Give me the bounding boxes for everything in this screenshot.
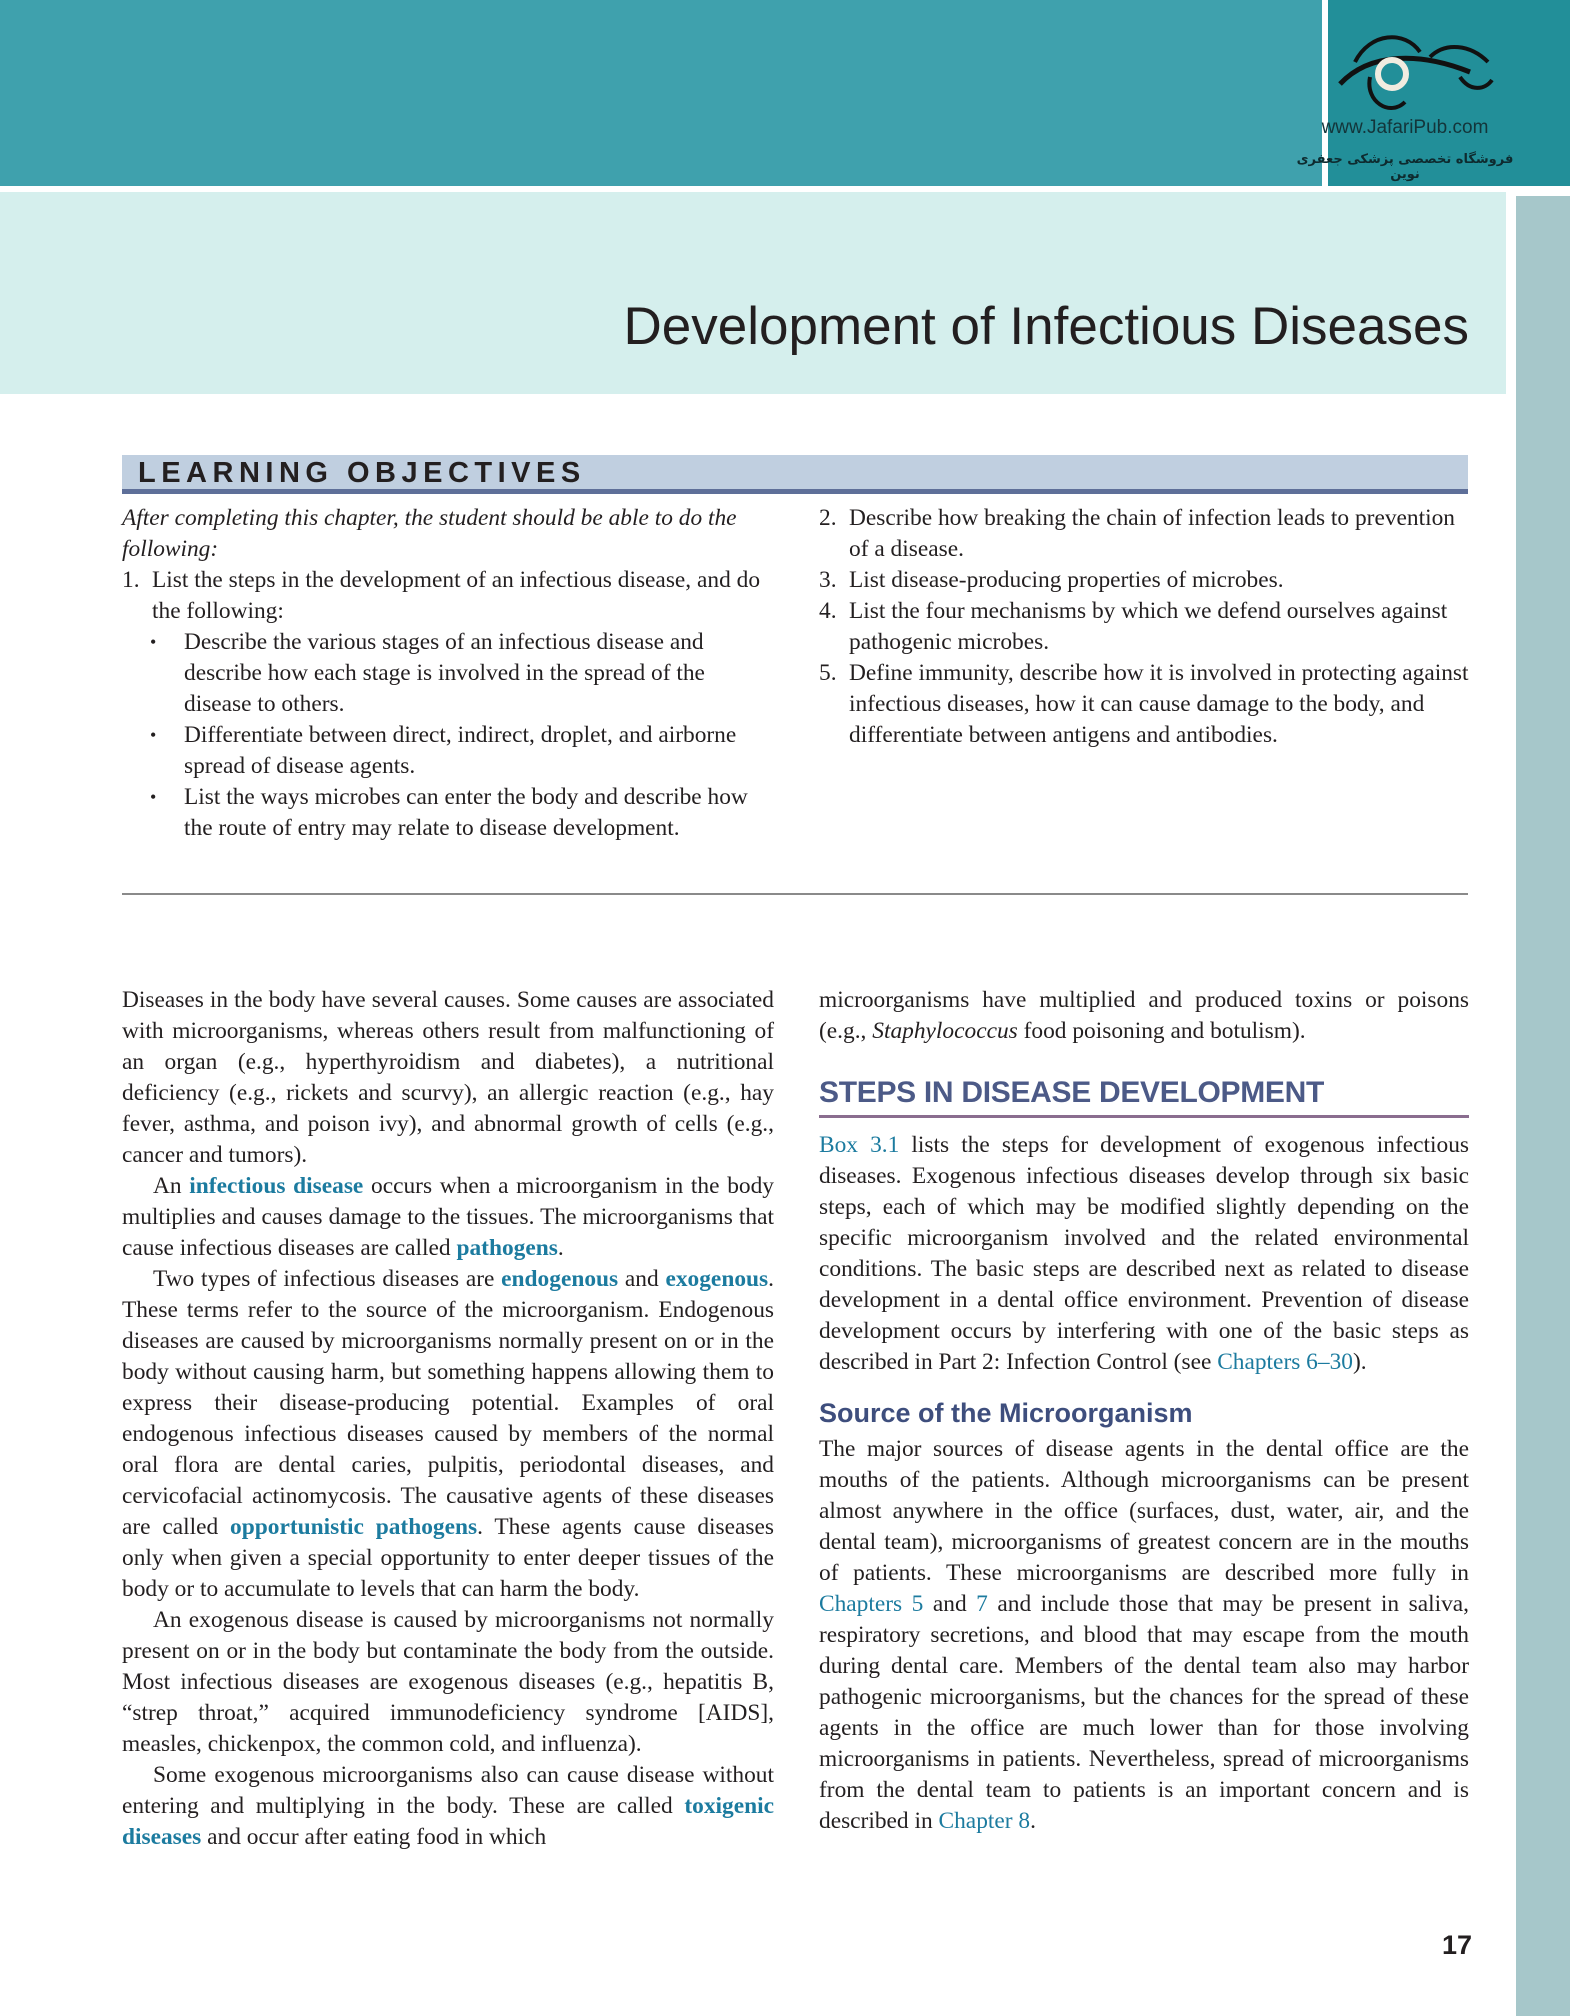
objective-subitem-text: Differentiate between direct, indirect, droplet, and airborne spread of disease agents. [184, 722, 737, 779]
text-run: occurs when a microorganism in the body multiplies and causes damage to the tissues. The microorganisms that cause infectious diseases are called [122, 1173, 774, 1261]
key-term-toxigenic-diseases: toxigenic diseases [122, 1793, 774, 1850]
learning-objectives-left-column [122, 503, 767, 844]
calligraphy-logo-icon [1310, 22, 1500, 122]
body-paragraph: Diseases in the body have several causes. Some causes are associated with microorganisms, whereas others result from malfunctioning of an organ (e.g., hyperthyroidism and diabetes), a nutritional deficiency (e.g., rickets and scurvy), an allergic reaction (e.g., hay fever, asthma, and poison ivy), and abnormal growth of cells (e.g., cancer and tumors). [122, 987, 774, 1168]
text-run: and include those that may be present in saliva, respiratory secretions, and blood that may escape from the mouth during dental care. Members of the dental team also may harbor pathogenic microorganisms, but the chances for the spread of these agents in the office are much lower than for those involving microorganisms in patients. Nevertheless, spread of microorganisms from the dental team to patients is an important concern and is described in [819, 1591, 1469, 1834]
objective-number: 3. [819, 567, 837, 593]
text-run: . These agents cause diseases only when given a special opportunity to enter deeper tissues of the body or to accumulate to levels that can harm the body. [122, 1514, 774, 1602]
title-band [0, 192, 1506, 394]
objective-subitem [122, 720, 767, 782]
text-run: Staphylococcus [872, 1018, 1018, 1044]
side-strip [1516, 196, 1570, 2016]
chapter-link[interactable]: Chapters 5 [819, 1591, 924, 1617]
section-divider [122, 893, 1468, 895]
objective-number: 4. [819, 598, 837, 624]
bullet-icon: • [150, 632, 157, 652]
objective-subitem-text: List the ways microbes can enter the body and describe how the route of entry may relate to disease development. [184, 784, 748, 841]
objective-number: 1. [122, 567, 140, 593]
body-paragraph: An exogenous disease is caused by microorganisms not normally present on or in the body but contaminate the body from the outside. Most infectious diseases are exogenous diseases (e.g., hepatitis B, “strep throat,” acquired immunodeficiency syndrome [AIDS], measles, chickenpox, the common cold, and influenza). [122, 1607, 774, 1757]
text-run: lists the steps for development of exogenous infectious diseases. Exogenous infectious diseases develop through six basic steps, each of which may be modified slightly depending on the specific microorganism involved and the related environmental conditions. The basic steps are described next as related to disease development in a dental office environment. Prevention of disease development occurs by interfering with one of the basic steps as described in Part 2: Infection Control (see [819, 1132, 1469, 1375]
learning-objectives-right-column [819, 503, 1469, 751]
objective-item [819, 596, 1469, 658]
body-paragraph [122, 1171, 774, 1264]
body-paragraph [819, 1434, 1469, 1837]
box-link[interactable]: Box 3.1 [819, 1132, 900, 1158]
text-run: . [1030, 1808, 1036, 1834]
text-run: Two types of infectious diseases are [153, 1266, 502, 1292]
publisher-url: www.JafariPub.com [1321, 117, 1489, 138]
objective-text: List the steps in the development of an infectious disease, and do the following: [152, 567, 761, 624]
key-term-pathogens: pathogens [456, 1235, 558, 1261]
learning-objectives-heading: LEARNING OBJECTIVES [138, 457, 586, 489]
text-run: An [153, 1173, 190, 1199]
text-run: and occur after eating food in which [201, 1824, 547, 1850]
chapter-title: Development of Infectious Diseases [623, 297, 1469, 356]
publisher-tagline: فروشگاه تخصصی پزشکی جعفری نوین [1296, 152, 1514, 182]
bullet-icon: • [150, 787, 157, 807]
text-run: and [923, 1591, 977, 1617]
objective-item [122, 565, 767, 627]
publisher-logo [1280, 22, 1530, 182]
objective-item [819, 565, 1469, 596]
chapter-link[interactable]: Chapter 8 [938, 1808, 1031, 1834]
text-run: . [557, 1235, 564, 1261]
key-term-exogenous: exogenous [665, 1266, 769, 1292]
objective-text: Define immunity, describe how it is involved in protecting against infectious diseases, how it can cause damage to the body, and differentiate between antigens and antibodies. [849, 660, 1469, 748]
page-number: 17 [1441, 1930, 1472, 1960]
text-run: Some exogenous microorganisms also can cause disease without entering and multiplying in the body. These are called [122, 1762, 774, 1819]
body-paragraph [819, 1130, 1469, 1378]
objective-subitem [122, 782, 767, 844]
section-heading: STEPS IN DISEASE DEVELOPMENT [819, 1073, 1469, 1118]
objective-item [819, 658, 1469, 751]
body-left-column [122, 985, 774, 1853]
subsection-heading: Source of the Microorganism [819, 1398, 1193, 1428]
key-term-infectious-disease: infectious disease [189, 1173, 364, 1199]
objective-subitem-text: Describe the various stages of an infectious disease and describe how each stage is involved in the spread of the disease to others. [184, 629, 705, 717]
body-right-column [819, 985, 1469, 1837]
text-run: The major sources of disease agents in the dental office are the mouths of the patients. Although microorganisms can be present almost anywhere in the office (surfaces, dust, water, air, and the dental team), microorganisms of greatest concern are in the mouths of patients. These microorganisms are described more fully in [819, 1436, 1469, 1586]
text-run: microorganisms have multiplied and produced toxins or poisons (e.g., [819, 987, 1469, 1044]
objective-number: 5. [819, 660, 837, 686]
objective-text: List the four mechanisms by which we defend ourselves against pathogenic microbes. [849, 598, 1448, 655]
key-term-endogenous: endogenous [501, 1266, 619, 1292]
text-run: and [618, 1266, 666, 1292]
objective-subitem [122, 627, 767, 720]
chapter-link[interactable]: 7 [976, 1591, 988, 1617]
body-paragraph [122, 1264, 774, 1605]
objective-item [819, 503, 1469, 565]
text-run: ). [1352, 1349, 1367, 1375]
objective-number: 2. [819, 505, 837, 531]
learning-objectives-intro: After completing this chapter, the student should be able to do the following: [122, 505, 737, 562]
body-paragraph-continuation [819, 985, 1469, 1047]
learning-objectives-bar [122, 455, 1468, 494]
bullet-icon: • [150, 725, 157, 745]
objective-text: Describe how breaking the chain of infection leads to prevention of a disease. [849, 505, 1455, 562]
key-term-opportunistic-pathogens: opportunistic pathogens [230, 1514, 478, 1540]
objective-text: List disease-producing properties of microbes. [849, 567, 1284, 593]
text-run: food poisoning and botulism). [1017, 1018, 1306, 1044]
chapters-link[interactable]: Chapters 6–30 [1217, 1349, 1353, 1375]
text-run: . These terms refer to the source of the microorganism. Endogenous diseases are caused by microorganisms normally present on or in the body without causing harm, but something happens allowing them to express their disease-producing potential. Examples of oral endogenous infectious diseases caused by members of the normal oral flora are dental caries, pulpitis, periodontal diseases, and cervicofacial actinomycosis. The causative agents of these diseases are called [122, 1266, 774, 1540]
body-paragraph [122, 1760, 774, 1853]
